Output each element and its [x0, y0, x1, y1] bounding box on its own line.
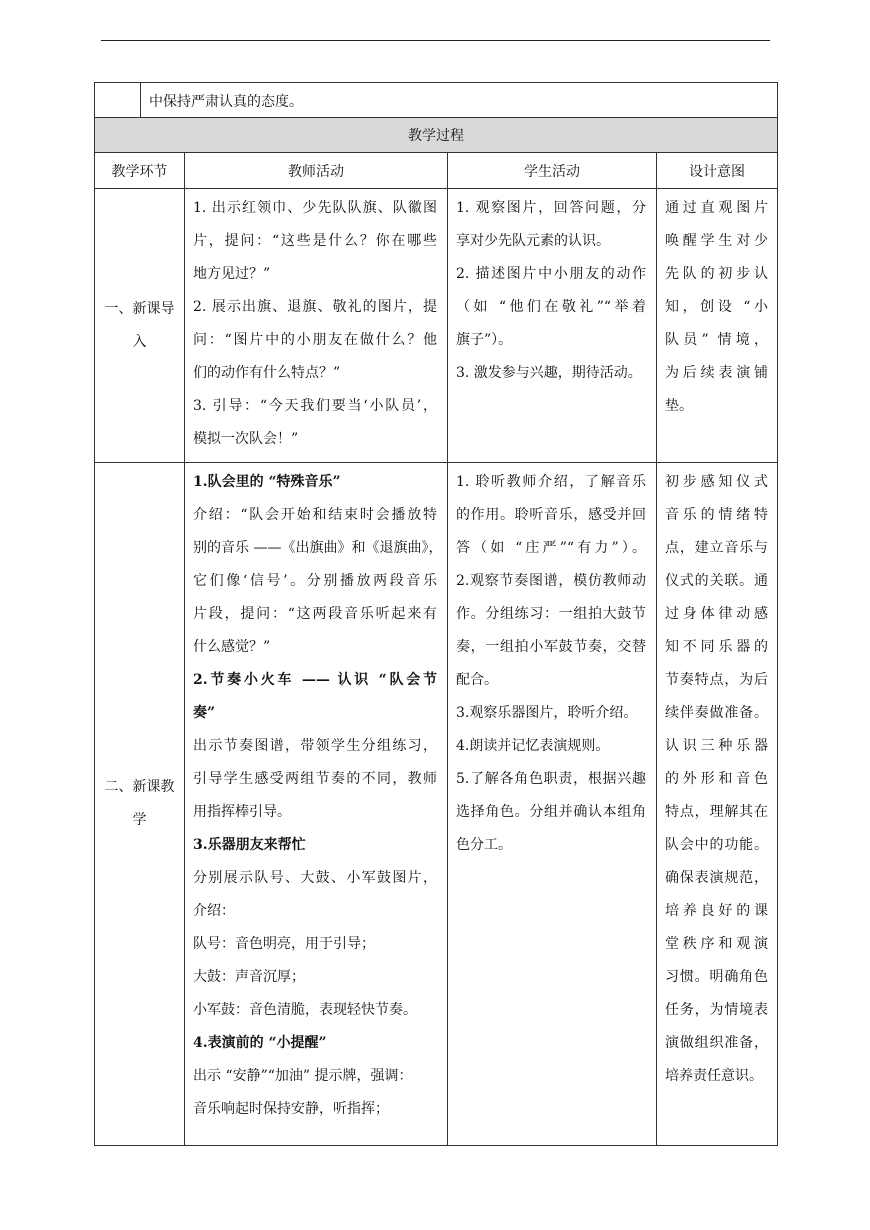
text-line: 的外形和音色 — [665, 771, 768, 787]
text-line: 音乐响起时保持安静，听指挥； — [193, 1101, 389, 1117]
text-line: 3. 激发参与兴趣，期待活动。 — [456, 365, 642, 381]
text-line: 1. 聆听教师介绍，了解音乐 — [456, 474, 646, 490]
text-line: 队员” 情境， — [665, 332, 768, 348]
text-line: 2. 展示出旗、退旗、敬礼的图片，提 — [193, 299, 437, 315]
text-line: 小军鼓：音色清脆，表现轻快节奏。 — [193, 1002, 417, 1018]
step-heading: 4.表演前的 “小提醒” — [193, 1035, 327, 1051]
text-line: 音乐的情绪特 — [665, 507, 768, 523]
text-line: 大鼓：声音沉厚； — [193, 969, 305, 985]
text-line: 出示 “安静”“加油” 提示牌，强调： — [193, 1068, 413, 1084]
text-line: 1. 出示红领巾、少先队队旗、队徽图 — [193, 200, 437, 216]
text-line: 为后续表演铺 — [665, 365, 768, 381]
text-line: 色分工。 — [456, 837, 512, 853]
student-activity-cell — [448, 189, 657, 463]
text-line: 的作用。聆听音乐，感受并回 — [456, 507, 646, 523]
header-design-intent: 设计意图 — [657, 153, 778, 189]
text-line: 仪式的关联。通 — [665, 573, 768, 589]
text-line: 答（如 “庄严”“有力”）。 — [456, 540, 646, 556]
text-line: 2. 描述图片中小朋友的动作 — [456, 266, 646, 282]
text-line: 介绍：“队会开始和结束时会播放特 — [193, 507, 437, 523]
stage-cell — [95, 189, 185, 463]
student-activity-cell — [448, 463, 657, 1146]
teacher-activity-cell — [185, 463, 448, 1146]
header-stage: 教学环节 — [95, 153, 185, 189]
text-line: 队号：音色明亮，用于引导； — [193, 936, 375, 952]
text-line: 3.观察乐器图片，聆听介绍。 — [456, 705, 638, 721]
lesson-plan-table — [94, 82, 778, 1146]
text-line: 知不同乐器的 — [665, 639, 768, 655]
text-line: 培养良好的课 — [665, 903, 768, 919]
text-line: 们的动作有什么特点？” — [193, 365, 341, 381]
stage-label-line: 二、新课教 — [104, 779, 175, 795]
text-line: 它们像‘信号’。分别播放两段音乐 — [193, 573, 437, 589]
text-line: 作。分组练习：一组拍大鼓节 — [456, 606, 646, 622]
text-line: 引导学生感受两组节奏的不同，教师 — [193, 771, 437, 787]
text-line: 任务，为情境表 — [665, 1002, 768, 1018]
row-new-lesson-intro — [95, 189, 778, 463]
text-line: 分别展示队号、大鼓、小军鼓图片， — [193, 870, 437, 886]
text-line: 习惯。明确角色 — [665, 969, 768, 985]
section-title-row — [95, 118, 778, 153]
stage-cell — [95, 463, 185, 1146]
step-heading: 奏” — [193, 705, 216, 721]
text-line: 演做组织准备， — [665, 1035, 768, 1051]
stage-label-line: 入 — [132, 333, 147, 350]
text-line: 旗子”）。 — [456, 332, 513, 348]
text-line: 堂秩序和观演 — [665, 936, 768, 952]
text-line: 别的音乐 ——《出旗曲》和《退旗曲》， — [193, 540, 443, 556]
stage-label-line: 一、新课导 — [104, 300, 175, 317]
text-line: 唤醒学生对少 — [665, 233, 768, 249]
row-new-lesson-teaching — [95, 463, 778, 1146]
header-teacher-activity: 教师活动 — [185, 153, 448, 189]
continued-row-content-cell — [141, 83, 778, 118]
text-line: 认识三种乐器 — [665, 738, 768, 754]
text-line: 介绍： — [193, 903, 235, 919]
text-line: 确保表演规范， — [665, 870, 768, 886]
text-line: 2.观察节奏图谱，模仿教师动 — [456, 573, 646, 589]
teacher-activity-cell — [185, 189, 448, 463]
text-line: 地方见过？” — [193, 266, 271, 282]
continued-text: 中保持严肃认真的态度。 — [149, 94, 303, 110]
text-line: 点，建立音乐与 — [665, 540, 768, 556]
text-line: 续伴奏做准备。 — [665, 705, 768, 721]
design-intent-cell — [657, 189, 778, 463]
text-line: 用指挥棒引导。 — [193, 804, 291, 820]
step-heading: 2.节奏小火车 —— 认识 “队会节 — [193, 672, 437, 688]
text-line: 节奏特点，为后 — [665, 672, 768, 688]
text-line: 什么感觉？” — [193, 639, 271, 655]
section-title: 教学过程 — [95, 118, 778, 153]
text-line: （如 “他们在敬礼”“举着 — [456, 299, 646, 315]
text-line: 4.朗读并记忆表演规则。 — [456, 738, 610, 754]
text-line: 片，提问：“这些是什么？你在哪些 — [193, 233, 437, 249]
text-line: 3. 引导：“今天我们要当‘小队员’， — [193, 398, 437, 414]
continued-row — [95, 83, 778, 118]
text-line: 选择角色。分组并确认本组角 — [456, 804, 646, 820]
page-header-rule — [101, 40, 770, 41]
text-line: 片段，提问：“这两段音乐听起来有 — [193, 606, 437, 622]
step-heading: 3.乐器朋友来帮忙 — [193, 837, 306, 853]
stage-label-line: 学 — [132, 812, 147, 828]
text-line: 1. 观察图片，回答问题，分 — [456, 200, 646, 216]
text-line: 队会中的功能。 — [665, 837, 768, 853]
text-line: 模拟一次队会！” — [193, 431, 299, 447]
text-line: 知，创设 “小 — [665, 299, 768, 315]
text-line: 特点，理解其在 — [665, 804, 768, 820]
text-line: 问：“图片中的小朋友在做什么？他 — [193, 332, 437, 348]
text-line: 垫。 — [665, 398, 693, 414]
text-line: 享对少先队元素的认识。 — [456, 233, 610, 249]
text-line: 初步感知仪式 — [665, 474, 768, 490]
header-student-activity: 学生活动 — [448, 153, 657, 189]
text-line: 培养责任意识。 — [665, 1068, 763, 1084]
text-line: 奏，一组拍小军鼓节奏，交替 — [456, 639, 646, 655]
step-heading: 1.队会里的 “特殊音乐” — [193, 474, 341, 490]
text-line: 先队的初步认 — [665, 266, 768, 282]
text-line: 出示节奏图谱，带领学生分组练习， — [193, 738, 437, 754]
design-intent-cell — [657, 463, 778, 1146]
continued-row-label-cell — [95, 83, 141, 118]
text-line: 过身体律动感 — [665, 606, 768, 622]
column-header-row — [95, 153, 778, 189]
text-line: 5.了解各角色职责，根据兴趣 — [456, 771, 646, 787]
text-line: 配合。 — [456, 672, 498, 688]
text-line: 通过直观图片 — [665, 200, 768, 216]
